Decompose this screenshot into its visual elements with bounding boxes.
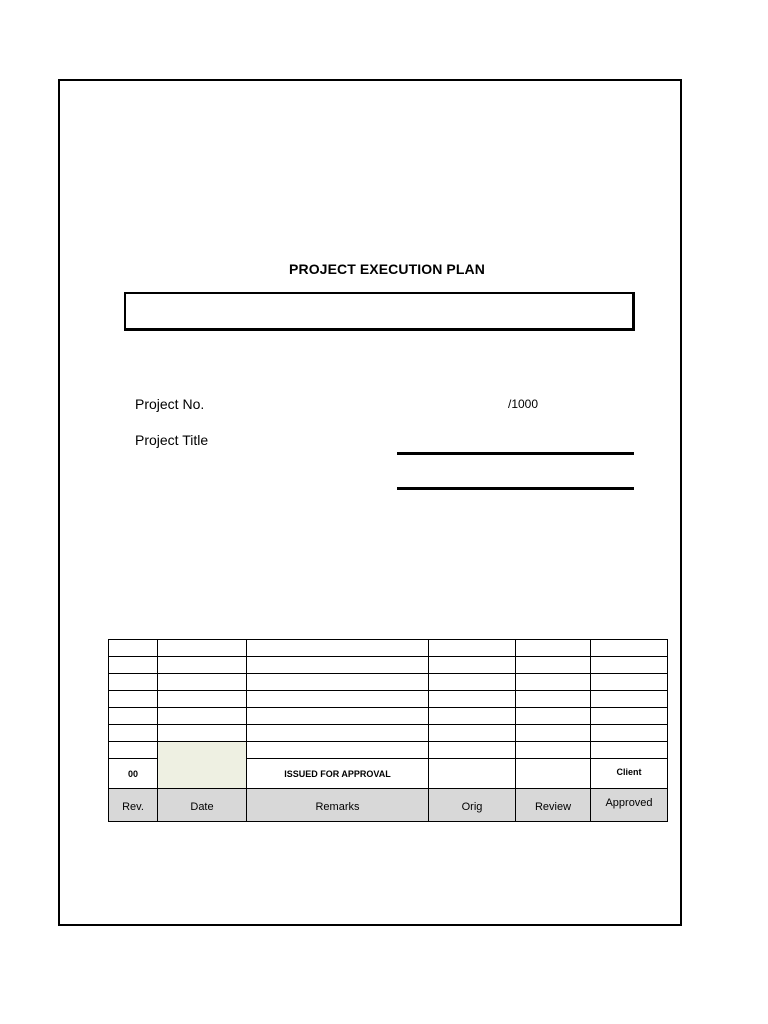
project-no-value: /1000	[508, 397, 539, 411]
table-cell	[429, 640, 516, 657]
table-cell	[516, 657, 591, 674]
table-cell	[247, 657, 429, 674]
table-cell	[158, 657, 247, 674]
table-cell	[247, 725, 429, 742]
table-cell	[158, 674, 247, 691]
table-cell	[109, 742, 158, 759]
table-cell	[516, 674, 591, 691]
header-orig: Orig	[429, 789, 516, 822]
table-cell	[591, 708, 668, 725]
table-cell	[516, 742, 591, 759]
table-cell	[158, 691, 247, 708]
table-row	[109, 691, 668, 708]
table-row	[109, 742, 668, 759]
table-cell	[247, 691, 429, 708]
document-title: PROJECT EXECUTION PLAN	[289, 261, 485, 277]
table-cell	[158, 708, 247, 725]
header-rev: Rev.	[109, 789, 158, 822]
table-cell	[591, 640, 668, 657]
table-cell	[591, 742, 668, 759]
table-cell	[591, 725, 668, 742]
issue-orig-cell	[429, 759, 516, 789]
table-cell	[429, 708, 516, 725]
issue-date-cell	[158, 742, 247, 789]
header-approved: Approved	[591, 789, 668, 822]
project-title-line-2	[397, 487, 634, 490]
issue-rev-cell: 00	[109, 759, 158, 789]
issue-remarks-cell: ISSUED FOR APPROVAL	[247, 759, 429, 789]
table-row	[109, 640, 668, 657]
table-cell	[429, 657, 516, 674]
revision-table	[108, 639, 668, 822]
table-cell	[247, 674, 429, 691]
table-cell	[109, 725, 158, 742]
table-cell	[247, 708, 429, 725]
issue-approved-cell: Client	[591, 759, 668, 789]
table-row	[109, 708, 668, 725]
issue-review-cell	[516, 759, 591, 789]
table-cell	[247, 640, 429, 657]
table-cell	[429, 742, 516, 759]
table-cell	[591, 657, 668, 674]
project-name-box	[124, 292, 635, 331]
table-cell	[158, 640, 247, 657]
table-cell	[109, 640, 158, 657]
table-row	[109, 725, 668, 742]
table-cell	[158, 725, 247, 742]
table-cell	[516, 708, 591, 725]
table-cell	[429, 691, 516, 708]
table-cell	[591, 691, 668, 708]
table-cell	[109, 674, 158, 691]
table-row	[109, 674, 668, 691]
table-cell	[429, 674, 516, 691]
table-cell	[429, 725, 516, 742]
header-date: Date	[158, 789, 247, 822]
project-title-label: Project Title	[135, 432, 209, 448]
table-row	[109, 657, 668, 674]
project-title-line-1	[397, 452, 634, 455]
table-cell	[247, 742, 429, 759]
table-header-row	[109, 789, 668, 822]
table-cell	[109, 691, 158, 708]
table-cell	[516, 725, 591, 742]
table-cell	[109, 708, 158, 725]
table-cell	[591, 674, 668, 691]
table-cell	[516, 640, 591, 657]
table-cell	[109, 657, 158, 674]
table-cell	[516, 691, 591, 708]
header-remarks: Remarks	[247, 789, 429, 822]
header-review: Review	[516, 789, 591, 822]
project-no-label: Project No.	[135, 396, 205, 412]
